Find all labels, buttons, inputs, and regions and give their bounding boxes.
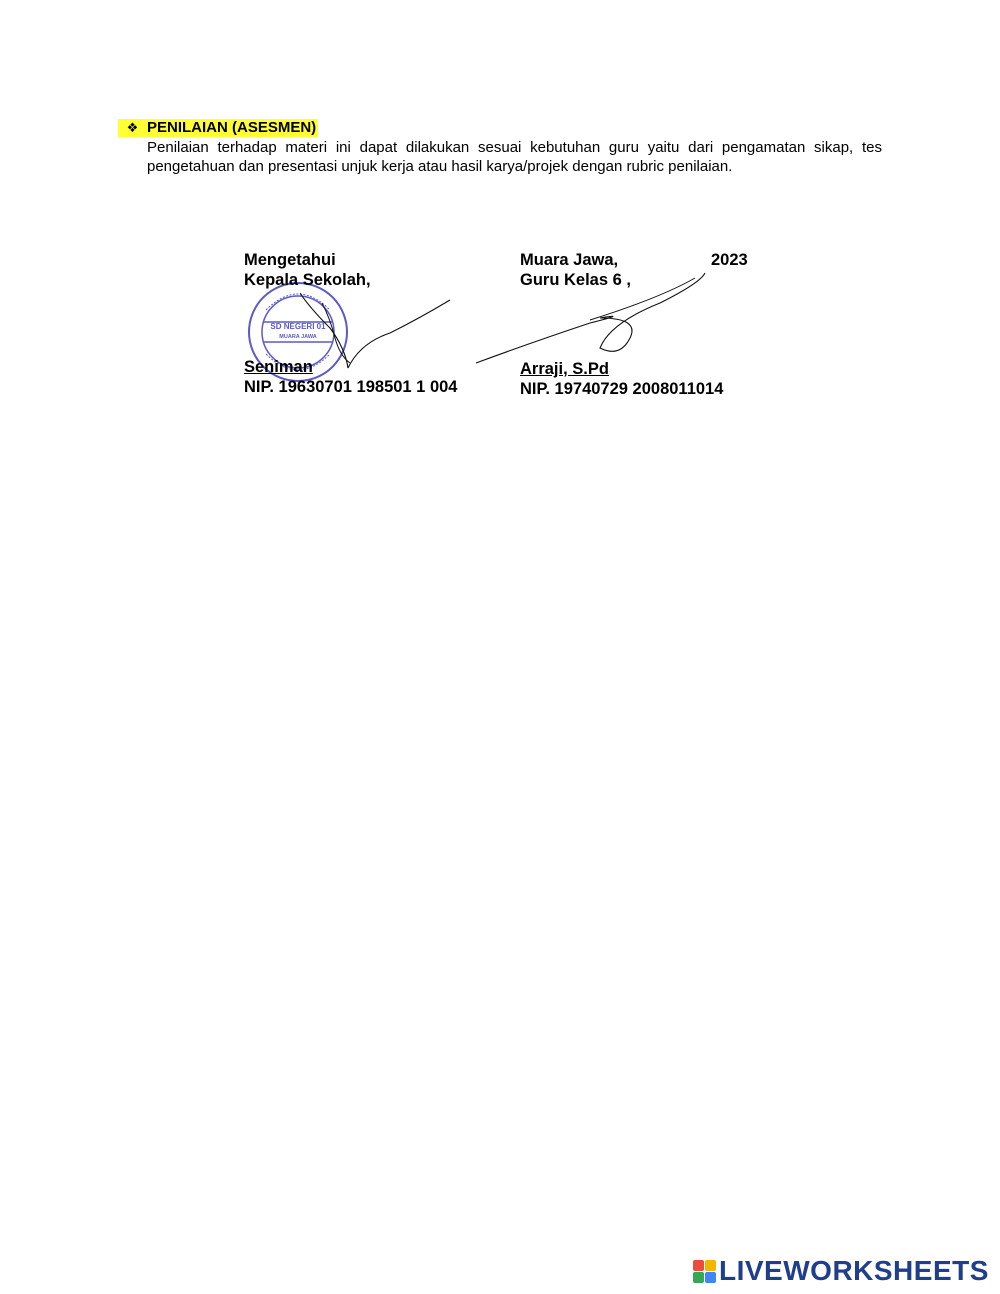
right-role: Guru Kelas 6 , [520, 271, 631, 289]
brand-text: LIVEWORKSHEETS [719, 1255, 989, 1286]
right-name: Arraji, S.Pd [520, 360, 609, 378]
brand-tiles-icon [693, 1260, 716, 1283]
right-place: Muara Jawa, [520, 251, 619, 269]
stamp-sub-text: MUARA JAWA [279, 334, 317, 340]
assessment-heading-row [118, 118, 888, 138]
assessment-section [118, 118, 888, 176]
left-nip: NIP. 19630701 198501 1 004 [244, 378, 458, 396]
right-year: 2023 [711, 251, 748, 269]
assessment-paragraph: Penilaian terhadap materi ini dapat dilakukan sesuai kebutuhan guru yaitu dari pengamatan sikap, tes pengetahuan dan presentasi unjuk kerja atau hasil karya/projek dengan rubric penilaian. [147, 139, 882, 175]
left-line2: Kepala Sekolah, [244, 271, 371, 289]
left-line1: Mengetahui [244, 251, 336, 269]
brand-tile-e [705, 1272, 716, 1283]
liveworksheets-logo [693, 1255, 989, 1287]
stamp-center-text: SD NEGERI 01 [270, 322, 326, 331]
diamond-bullet-icon: ❖ [118, 119, 147, 137]
brand-tile-l [693, 1260, 704, 1271]
brand-tile-v [693, 1272, 704, 1283]
right-nip: NIP. 19740729 2008011014 [520, 380, 724, 398]
left-name: Seniman [244, 358, 313, 376]
handwritten-signatures [300, 268, 740, 378]
brand-tile-i [705, 1260, 716, 1271]
assessment-heading: PENILAIAN (ASESMEN) [147, 119, 317, 136]
